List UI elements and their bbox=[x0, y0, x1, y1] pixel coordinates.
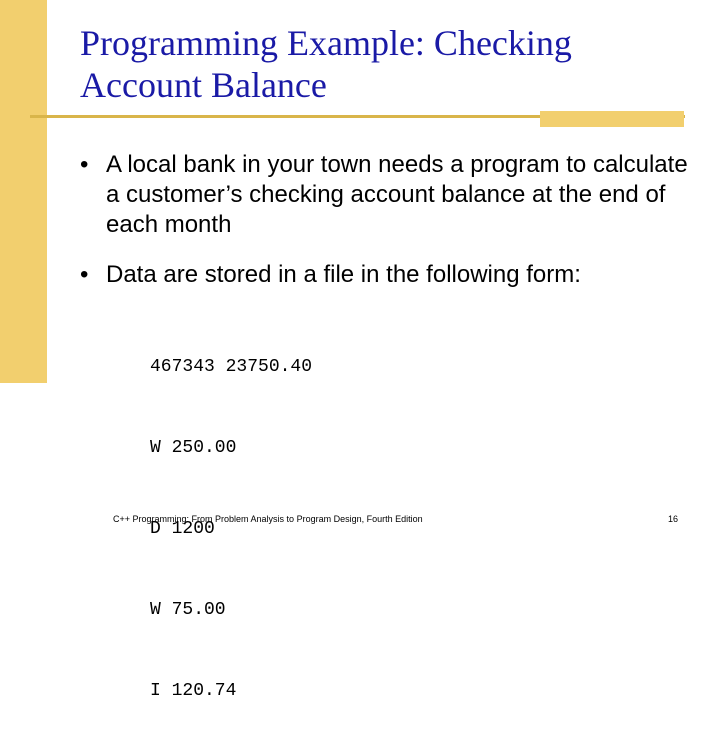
bullet-list bbox=[80, 150, 700, 310]
slide-title-line-2: Account Balance bbox=[80, 65, 327, 105]
bullet-text: A local bank in your town needs a program to calculate a customer’s checking account balance at the end of each month bbox=[106, 151, 688, 238]
slide-footer: C++ Programming: From Problem Analysis to Program Design, Fourth Edition bbox=[113, 514, 423, 524]
slide-title bbox=[80, 22, 700, 106]
bullet-dot-icon: • bbox=[80, 261, 89, 288]
data-line: I 120.74 bbox=[150, 681, 237, 701]
title-accent-block bbox=[540, 111, 684, 127]
data-line: W 250.00 bbox=[150, 438, 237, 458]
bullet-item bbox=[80, 150, 700, 240]
bullet-item bbox=[80, 260, 700, 290]
slide-title-line-1: Programming Example: Checking bbox=[80, 23, 572, 63]
bullet-dot-icon: • bbox=[80, 151, 89, 178]
data-line: D 1200 bbox=[150, 519, 215, 539]
page-number: 16 bbox=[667, 514, 678, 524]
data-line: W 75.00 bbox=[150, 600, 226, 620]
data-line: 467343 23750.40 bbox=[150, 357, 313, 377]
decorative-left-bar bbox=[0, 0, 47, 383]
bullet-text: Data are stored in a file in the following form: bbox=[106, 261, 581, 288]
